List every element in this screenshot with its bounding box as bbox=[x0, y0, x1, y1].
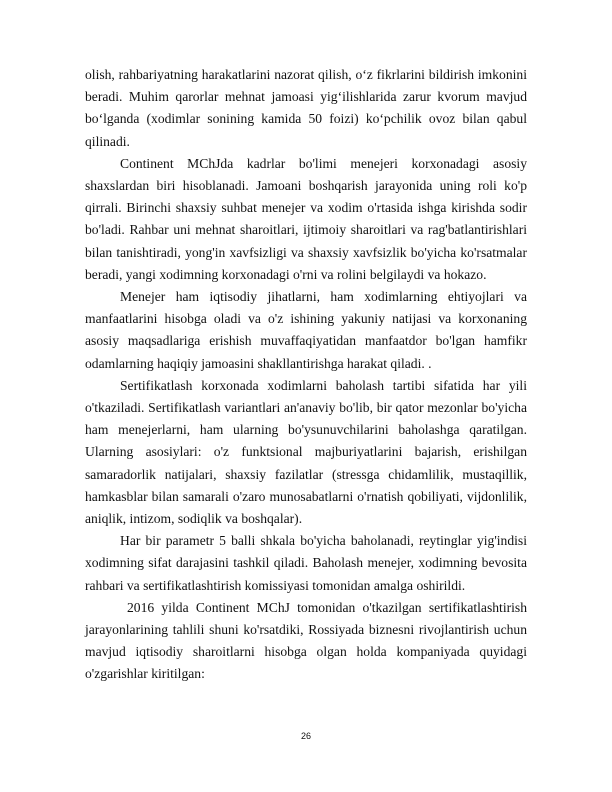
document-body bbox=[85, 64, 527, 686]
paragraph-2016-analysis: 2016 yilda Continent MChJ tomonidan o'tkazilgan sertifikatlashtirish jarayonlarining tahlili shuni ko'rsatdiki, Rossiyada biznesni rivojlantirish uchun mavjud iqtisodiy sharoitlarni hisobga olgan holda kompaniyada quyidagi o'zgarishlar kiritilgan: bbox=[85, 599, 527, 682]
paragraph-hr-manager: Continent MChJda kadrlar bo'limi menejeri korxonadagi asosiy shaxslardan biri hisoblanadi. Jamoani boshqarish jarayonida uning roli ko'p qirrali. Birinchi shaxsiy suhbat menejer va xodim o'rtasida ishga kirishda sodir bo'ladi. Rahbar uni mehnat sharoitlari, ijtimoiy sharoitlari va rag'batlantirishlari bilan tanishtiradi, yong'in xavfsizligi va shaxsiy xavfsizlik bo'yicha ko'rsatmalar beradi, yangi xodimning korxonadagi o'rni va rolini belgilaydi va hokazo. bbox=[85, 155, 527, 282]
paragraph-manager-interests: Menejer ham iqtisodiy jihatlarni, ham xodimlarning ehtiyojlari va manfaatlarini hisobga oladi va o'z ishining yakuniy natijasi va korxonaning asosiy maqsadlariga erishish muvaffaqiyatidan manfaatdor bo'lgan hamfikr odamlarning haqiqiy jamoasini shakllantirishga harakat qiladi. . bbox=[85, 289, 527, 371]
page-number: 26 bbox=[300, 731, 311, 741]
paragraph-rating-scale: Har bir parametr 5 balli shkala bo'yicha baholanadi, reytinglar yig'indisi xodimning sifat darajasini tashkil qiladi. Baholash menejer, xodimning bevosita rahbari va sertifikatlashtirish komissiyasi tomonidan amalga oshirildi. bbox=[85, 533, 527, 593]
paragraph-certification: Sertifikatlash korxonada xodimlarni baholash tartibi sifatida har yili o'tkaziladi. Sertifikatlash variantlari an'anaviy bo'lib, bir qator mezonlar bo'yicha ham menejerlarni, ham ularning bo'ysunuvchilarini baholashga qaratilgan. Ularning asosiylari: o'z funktsional majburiyatlarini bajarish, erishilgan samaradorlik natijalari, shaxsiy fazilatlar (stressga chidamlilik, mustaqillik, hamkasblar bilan samarali o'zaro munosabatlarni o'rnatish qobiliyati, vijdonlilik, aniqlik, intizom, sodiqlik va boshqalar). bbox=[85, 377, 527, 527]
paragraph-continuation: olish, rahbariyatning harakatlarini nazorat qilish, o‘z fikrlarini bildirish imkonini beradi. Muhim qarorlar mehnat jamoasi yig‘ilishlarida zarur kvorum mavjud bo‘lganda (xodimlar sonining kamida 50 foizi) ko‘pchilik ovoz bilan qabul qilinadi. bbox=[85, 67, 527, 149]
